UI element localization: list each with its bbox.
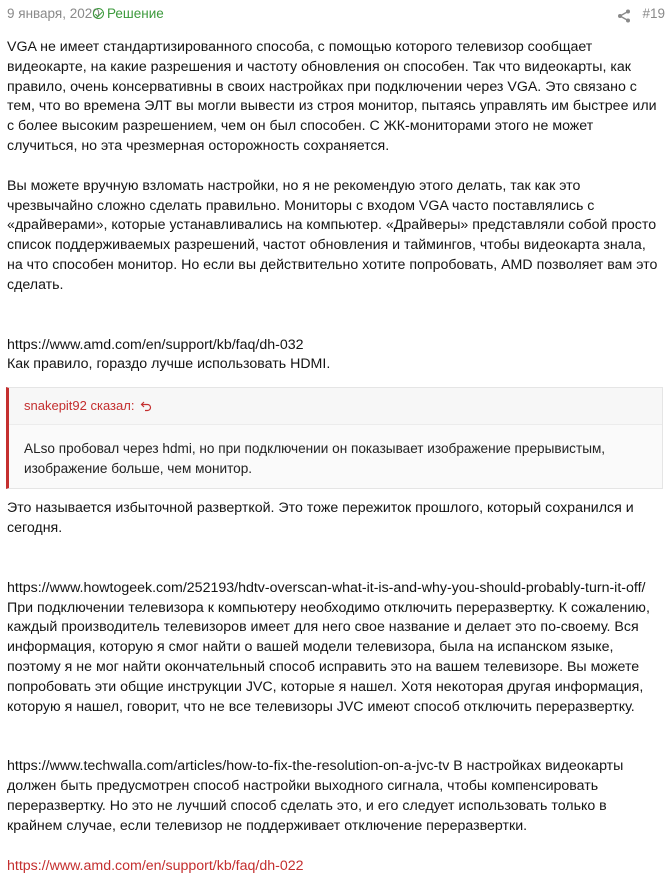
- post-date-link[interactable]: 9 января, 2020: [7, 6, 100, 21]
- post-meta: [7, 6, 665, 26]
- paragraph: Это называется избыточной разверткой. Это тоже пережиток прошлого, который сохранился и сегодня.: [7, 500, 634, 536]
- amd-link-dh-032[interactable]: https://www.amd.com/en/support/kb/faq/dh-032: [7, 336, 304, 353]
- quote-text: ALso пробовал через hdmi, но при подключении он показывает изображение прерывистым, изображение больше, чем монитор.: [9, 425, 662, 488]
- quote-header: [9, 388, 662, 425]
- paragraph-text: В настройках видеокарты должен быть предусмотрен способ настройки выходного сигнала, чтобы компенсировать переразвертку. Но это не лучший способ сделать это, и его следует использовать только в крайнем случае, если телевизор не поддерживает отключение переразвертки.: [7, 758, 624, 834]
- go-to-quote-icon[interactable]: [140, 400, 152, 412]
- amd-link-dh-022[interactable]: https://www.amd.com/en/support/kb/faq/dh-022: [7, 857, 304, 874]
- post-number-link[interactable]: #19: [642, 6, 665, 21]
- solution-label: Решение: [107, 6, 164, 21]
- check-circle-icon: [93, 8, 104, 19]
- paragraph: При подключении телевизора к компьютеру необходимо отключить переразвертку. К сожалению, каждый производитель телевизоров имеет для него свое название и делает это по-своему. Вся информация, которую я смог найти о вашей модели телевизора, была на испанском языке, поэтому я не мог найти окончательный способ исправить это на вашем телевизоре. Вы можете попробовать эти общие инструкции JVC, которые я нашел. Хотя некоторая другая информация, которую я нашел, говорит, что не все телевизоры JVC имеют способ отключить переразвертку.: [7, 599, 650, 715]
- paragraph: Вы можете вручную взломать настройки, но я не рекомендую этого делать, так как это чрезвычайно сложно сделать правильно. Мониторы с входом VGA часто поставлялись с «драйверами», которые устанавливались на компьютер. «Драйверы» представляли собой просто список поддерживаемых разрешений, частот обновления и таймингов, чтобы видеокарта знала, на что способен монитор. Но если вы действительно хотите попробовать, AMD позволяет вам это сделать.: [7, 177, 658, 293]
- paragraph: VGA не имеет стандартизированного способа, с помощью которого телевизор сообщает видеокарте, на какие разрешения и частоту обновления он способен. Так что видеокарты, как правило, очень консервативны в своих настройках при подключении через VGA. Это связано с тем, что во времена ЭЛТ вы могли вывести из строя монитор, пытаясь управлять им быстрее или с более высоким разрешением, чем он был способен. С ЖК-мониторами этого не может случиться, но эта чрезмерная осторожность сохраняется.: [7, 39, 657, 154]
- howtogeek-link[interactable]: https://www.howtogeek.com/252193/hdtv-overscan-what-it-is-and-why-you-should-probably-turn-it-off/: [7, 579, 646, 596]
- post-body: [7, 38, 662, 876]
- paragraph-with-link: [7, 757, 662, 836]
- paragraph: Как правило, гораздо лучше использовать HDMI.: [7, 356, 331, 373]
- share-icon[interactable]: [617, 9, 631, 23]
- quote-author-link[interactable]: snakepit92 сказал:: [24, 398, 135, 414]
- solution-badge: [93, 6, 164, 21]
- blockquote: [6, 387, 663, 489]
- techwalla-link[interactable]: https://www.techwalla.com/articles/how-to-fix-the-resolution-on-a-jvc-tv: [7, 758, 450, 775]
